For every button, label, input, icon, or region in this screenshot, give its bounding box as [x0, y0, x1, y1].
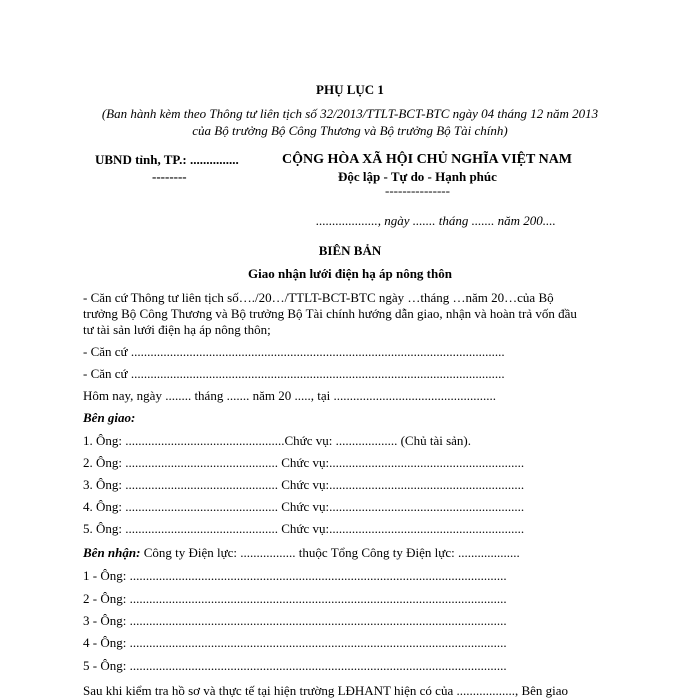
- doc-subtitle: Giao nhận lưới điện hạ áp nông thôn: [248, 266, 452, 281]
- ben-giao-label: Bên giao:: [83, 410, 136, 425]
- ben-nhan-row: 4 - Ông: ....................................................................................................................: [83, 635, 507, 650]
- today-line: Hôm nay, ngày ........ tháng ....... năm 20 ....., tại ..................................................: [83, 388, 496, 403]
- header-right-line1: CỘNG HÒA XÃ HỘI CHỦ NGHĨA VIỆT NAM: [282, 152, 573, 167]
- basis-line2: trưởng Bộ Công Thương và Bộ trưởng Bộ Tài chính hướng dẫn giao, nhận và hoàn trả vốn đầu: [83, 306, 577, 321]
- ben-giao-row: 5. Ông: ............................................... Chức vụ:............................................................: [83, 521, 525, 536]
- ben-nhan-row: 2 - Ông: ....................................................................................................................: [83, 591, 507, 606]
- date-line: ..................., ngày ....... tháng ....... năm 200....: [316, 213, 556, 228]
- header-right-line2: Độc lập - Tự do - Hạnh phúc: [338, 169, 497, 184]
- ben-nhan-row: 3 - Ông: ....................................................................................................................: [83, 613, 507, 628]
- ben-nhan-label: Bên nhận:: [83, 545, 141, 560]
- ben-nhan-row: 5 - Ông: ....................................................................................................................: [83, 658, 507, 673]
- basis-line3: tư tài sản lưới điện hạ áp nông thôn;: [83, 322, 271, 337]
- can-cu-line2: - Căn cứ ...................................................................................................................: [83, 366, 505, 381]
- ben-nhan-row: 1 - Ông: ....................................................................................................................: [83, 568, 507, 583]
- header-left-line1: UBND tỉnh, TP.: ...............: [95, 152, 239, 167]
- ben-giao-row: 1. Ông: .................................................Chức vụ: ................... (Chủ tài sản).: [83, 433, 472, 448]
- ben-nhan-text: Công ty Điện lực: ................. thuộc Tổng Công ty Điện lực: ...................: [140, 545, 520, 560]
- header-right-line3: ---------------: [385, 183, 450, 198]
- can-cu-line1: - Căn cứ ...................................................................................................................: [83, 344, 505, 359]
- doc-title: BIÊN BẢN: [318, 243, 382, 258]
- header-left-line2: --------: [152, 169, 187, 184]
- last-line: Sau khi kiểm tra hồ sơ và thực tế tại hiện trường LĐHANT hiện có của .................., Bên giao: [83, 683, 569, 698]
- basis-line1: - Căn cứ Thông tư liên tịch số…./20…/TTLT-BCT-BTC ngày …tháng …năm 20…của Bộ: [83, 290, 554, 305]
- ben-giao-row: 4. Ông: ............................................... Chức vụ:............................................................: [83, 499, 525, 514]
- issued-note-line1: (Ban hành kèm theo Thông tư liên tịch số 32/2013/TTLT-BCT-BTC ngày 04 tháng 12 năm 2013: [101, 106, 599, 121]
- appendix-title: PHỤ LỤC 1: [316, 82, 384, 97]
- ben-nhan-line: [83, 545, 520, 561]
- ben-giao-row: 2. Ông: ............................................... Chức vụ:............................................................: [83, 455, 525, 470]
- issued-note-line2: của Bộ trưởng Bộ Công Thương và Bộ trưởng Bộ Tài chính): [192, 123, 508, 138]
- ben-giao-row: 3. Ông: ............................................... Chức vụ:............................................................: [83, 477, 525, 492]
